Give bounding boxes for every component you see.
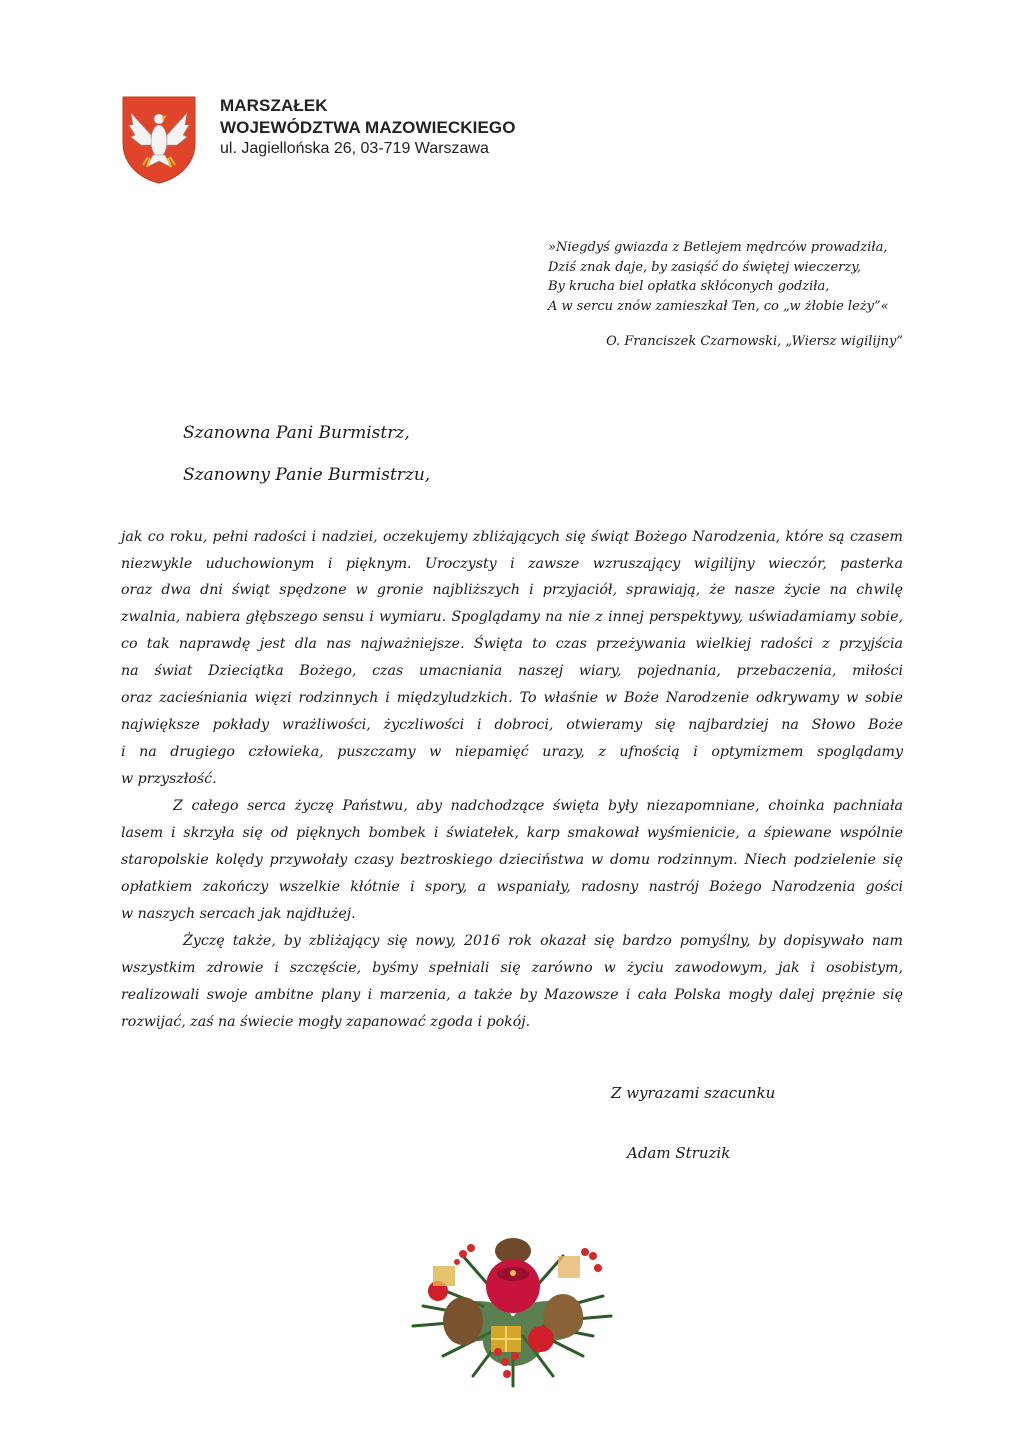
mazovia-crest-icon xyxy=(121,95,197,185)
body-line: niezwykle uduchowionym i pięknym. Uroczysty i zawsze wzruszający wigilijny wieczór, pasterka xyxy=(121,556,903,572)
body-line: największe pokłady wrażliwości, życzliwości i dobroci, otwieramy się najbardziej na Słowo Boże xyxy=(121,717,903,733)
letterhead-title-line1: MARSZAŁEK xyxy=(220,96,328,115)
christmas-wreath-icon xyxy=(403,1226,621,1396)
body-line: realizowali swoje ambitne plany i marzenia, a także by Mazowsze i cała Polska mogły dalej prężnie się xyxy=(121,987,903,1003)
body-line: Z całego serca życzę Państwu, aby nadchodzące święta były niezapomniane, choinka pachniała xyxy=(173,798,903,814)
signature-name: Adam Struzik xyxy=(627,1144,731,1162)
body-line: na świat Dzieciątka Bożego, czas umacniania naszej wiary, pojednania, przebaczenia, miłości xyxy=(121,663,903,679)
letterhead-address: ul. Jagiellońska 26, 03-719 Warszawa xyxy=(220,140,489,157)
epigraph-poem xyxy=(548,238,889,316)
body-line: Życzę także, by zbliżający się nowy, 2016 rok okazał się bardzo pomyślny, by dopisywało nam xyxy=(183,933,903,949)
body-line: w przyszłość. xyxy=(121,771,217,787)
closing-phrase: Z wyrazami szacunku xyxy=(611,1084,776,1102)
body-line: oraz dwa dni świąt spędzone w gronie najbliższych i przyjaciół, sprawiają, że nasze życie na chwilę xyxy=(121,582,903,598)
poem-attribution: O. Franciszek Czarnowski, „Wiersz wigilijny” xyxy=(606,334,903,349)
body-line: zwalnia, nabiera głębszego sensu i wymiaru. Spoglądamy na nie z innej perspektywy, uświadamiamy sobie, xyxy=(121,609,903,625)
body-line: co tak naprawdę jest dla nas najważniejsze. Święta to czas przeżywania wielkiej radości z przyjścia xyxy=(121,636,903,652)
body-line: staropolskie kolędy przywołały czasy beztroskiego dzieciństwa w domu rodzinnym. Niech podzielenie się xyxy=(121,852,903,868)
body-line: jak co roku, pełni radości i nadziei, oczekujemy zbliżających się świąt Bożego Narodzenia, które są czasem xyxy=(121,529,903,545)
body-line: opłatkiem zakończy wszelkie kłótnie i spory, a wspaniały, radosny nastrój Bożego Narodzenia gości xyxy=(121,879,903,895)
body-line: wszystkim zdrowie i szczęście, byśmy spełniali się zarówno w życiu zawodowym, jak i osobistym, xyxy=(121,960,903,976)
poem-line: By krucha biel opłatka skłóconych godziła, xyxy=(548,279,830,294)
body-line: rozwijać, zaś na świecie mogły zapanować zgoda i pokój. xyxy=(121,1014,531,1030)
salutation-line1: Szanowna Pani Burmistrz, xyxy=(183,423,410,443)
poem-line: Dziś znak daje, by zasiąść do świętej wieczerzy, xyxy=(548,259,861,275)
letterhead xyxy=(220,95,516,159)
poem-line: A w sercu znów zamieszkał Ten, co „w żłobie leży”« xyxy=(548,298,889,314)
poem-line: »Niegdyś gwiazda z Betlejem mędrców prowadziła, xyxy=(548,240,888,255)
body-line: oraz zacieśniania więzi rodzinnych i międzyludzkich. To właśnie w Boże Narodzenie odkrywamy w sobie xyxy=(121,690,903,706)
letterhead-title-line2: WOJEWÓDZTWA MAZOWIECKIEGO xyxy=(220,118,516,137)
body-line: w naszych sercach jak najdłużej. xyxy=(121,906,356,922)
body-line: lasem i skrzyła się od pięknych bombek i światełek, karp smakował wyśmienicie, a śpiewane wspólnie xyxy=(121,825,903,841)
salutation-line2: Szanowny Panie Burmistrzu, xyxy=(183,465,431,485)
body-line: i na drugiego człowieka, puszczamy w niepamięć urazy, z ufnością i optymizmem spoglądamy xyxy=(121,744,903,760)
